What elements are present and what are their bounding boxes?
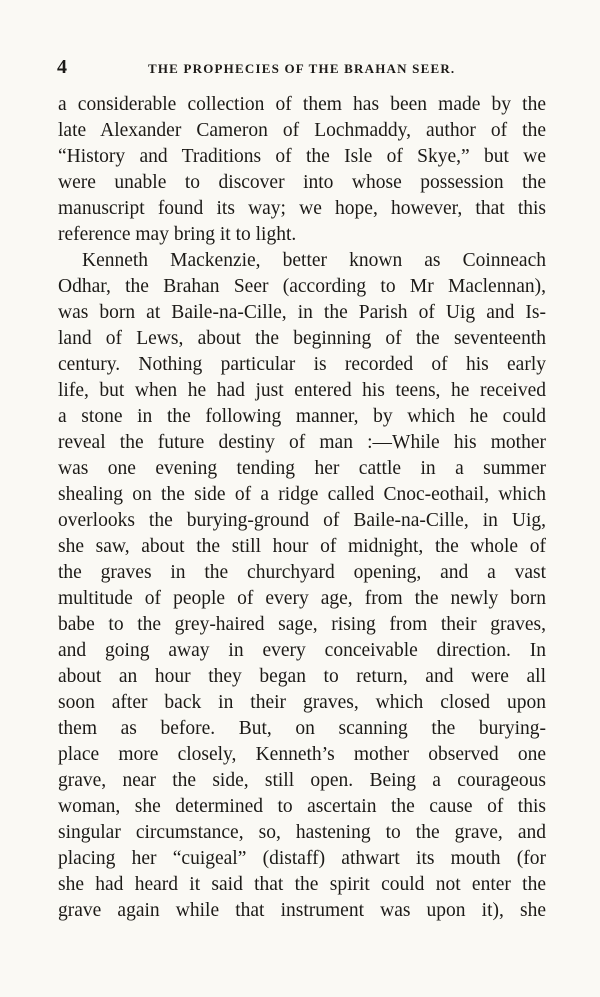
text-line: shealing on the side of a ridge called Cnoc-eothail, which <box>58 484 546 505</box>
text-line: grave, near the side, still open. Being a courageous <box>58 770 546 791</box>
text-line: soon after back in their graves, which closed upon <box>58 692 546 713</box>
text-line: singular circumstance, so, hastening to the grave, and <box>58 822 546 843</box>
text-line: woman, she determined to ascertain the cause of this <box>58 796 546 817</box>
text-line: Odhar, the Brahan Seer (according to Mr Maclennan), <box>58 276 546 297</box>
text-line: life, but when he had just entered his teens, he received <box>58 380 546 401</box>
page-header <box>0 56 600 80</box>
text-line: reveal the future destiny of man :—While his mother <box>58 432 546 453</box>
text-line: grave again while that instrument was upon it), she <box>58 900 546 921</box>
text-line: a considerable collection of them has been made by the <box>58 94 546 115</box>
paragraph-start-line: Kenneth Mackenzie, better known as Coinneach <box>82 250 546 271</box>
text-line: she saw, about the still hour of midnight, the whole of <box>58 536 546 557</box>
text-line: place more closely, Kenneth’s mother observed one <box>58 744 546 765</box>
text-line: a stone in the following manner, by which he could <box>58 406 546 427</box>
text-line: she had heard it said that the spirit could not enter the <box>58 874 546 895</box>
text-line: “History and Traditions of the Isle of Skye,” but we <box>58 146 546 167</box>
text-line: them as before. But, on scanning the burying- <box>58 718 546 739</box>
text-line: was one evening tending her cattle in a summer <box>58 458 546 479</box>
text-line: placing her “cuigeal” (distaff) athwart its mouth (for <box>58 848 546 869</box>
text-line: multitude of people of every age, from the newly born <box>58 588 546 609</box>
text-line: land of Lews, about the beginning of the seventeenth <box>58 328 546 349</box>
text-line: about an hour they began to return, and were all <box>58 666 546 687</box>
body-text <box>58 92 546 924</box>
text-line: and going away in every conceivable direction. In <box>58 640 546 661</box>
text-line: was born at Baile-na-Cille, in the Parish of Uig and Is- <box>58 302 546 323</box>
text-line: were unable to discover into whose possession the <box>58 172 546 193</box>
text-line: babe to the grey-haired sage, rising from their graves, <box>58 614 546 635</box>
text-line: manuscript found its way; we hope, however, that this <box>58 198 546 219</box>
text-line: late Alexander Cameron of Lochmaddy, author of the <box>58 120 546 141</box>
running-head: THE PROPHECIES OF THE BRAHAN SEER. <box>148 61 456 76</box>
page-number: 4 <box>57 56 67 78</box>
text-line: century. Nothing particular is recorded of his early <box>58 354 546 375</box>
text-line: overlooks the burying-ground of Baile-na-Cille, in Uig, <box>58 510 546 531</box>
text-line: the graves in the churchyard opening, and a vast <box>58 562 546 583</box>
text-line: reference may bring it to light. <box>58 224 297 245</box>
